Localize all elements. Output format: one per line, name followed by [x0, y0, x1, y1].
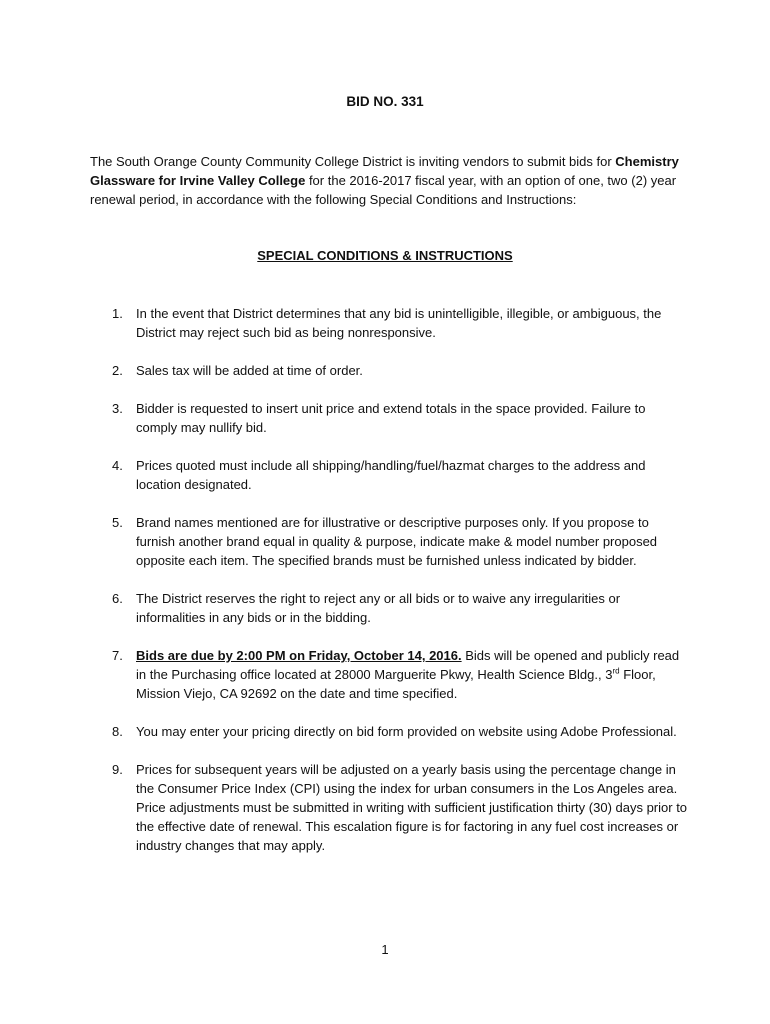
bid-due-date: Bids are due by 2:00 PM on Friday, October 14, 2016. [136, 648, 462, 663]
page-number: 1 [381, 942, 389, 957]
intro-text-end: for the 2016-2017 fiscal year, with an option of one, two (2) year renewal period, in accordance with the following Special Conditions and Instructions: [90, 173, 677, 207]
section-heading: SPECIAL CONDITIONS & INSTRUCTIONS [257, 248, 513, 263]
list-item-text: Brand names mentioned are for illustrative or descriptive purposes only. If you propose to furnish another brand equal in quality & purpose, indicate make & model number proposed opposite each item. The specified brands must be furnished unless indicated by bidder. [136, 515, 658, 568]
list-item [90, 513, 690, 570]
list-item-text: You may enter your pricing directly on bid form provided on website using Adobe Professional. [136, 724, 677, 739]
list-item-text: In the event that District determines that any bid is unintelligible, illegible, or ambiguous, the District may reject such bid as being nonresponsive. [136, 306, 662, 340]
list-item-number: 5. [112, 515, 123, 530]
conditions-list [90, 304, 690, 874]
intro-paragraph [90, 152, 680, 209]
list-item-text: Prices quoted must include all shipping/handling/fuel/hazmat charges to the address and location designated. [136, 458, 646, 492]
list-item-number: 8. [112, 724, 123, 739]
list-item-text: Bids will be opened and publicly read in the Purchasing office located at 28000 Marguerite Pkwy, Health Science Bldg., 3 [136, 648, 680, 682]
list-item [90, 456, 690, 494]
list-item-text: Sales tax will be added at time of order. [136, 363, 363, 378]
list-item [90, 760, 690, 855]
list-item [90, 589, 690, 627]
list-item [90, 304, 690, 342]
list-item-number: 9. [112, 762, 123, 777]
list-item-text: Bidder is requested to insert unit price and extend totals in the space provided. Failure to comply may nullify bid. [136, 401, 646, 435]
list-item-number: 6. [112, 591, 123, 606]
intro-bold-project: Chemistry Glassware for Irvine Valley College [90, 154, 679, 188]
list-item [90, 646, 690, 703]
intro-text-start: The South Orange County Community College District is inviting vendors to submit bids for [90, 154, 616, 169]
list-item-text: The District reserves the right to reject any or all bids or to waive any irregularities or informalities in any bids or in the bidding. [136, 591, 621, 625]
list-item-number: 1. [112, 306, 123, 321]
list-item [90, 361, 690, 380]
list-item-number: 3. [112, 401, 123, 416]
list-item-number: 2. [112, 363, 123, 378]
list-item [90, 399, 690, 437]
document-title: BID NO. 331 [346, 94, 424, 109]
list-item [90, 722, 690, 741]
list-item-text-continued: Floor, Mission Viejo, CA 92692 on the date and time specified. [136, 667, 656, 701]
ordinal-superscript: rd [612, 666, 620, 676]
list-item-text: Prices for subsequent years will be adjusted on a yearly basis using the percentage change in the Consumer Price Index (CPI) using the index for urban consumers in the Los Angeles area. Price adjustments must be submitted in writing with sufficient justification thirty (30) days prior to the effective date of renewal. This escalation figure is for factoring in any fuel cost increases or industry changes that may apply. [136, 762, 688, 853]
list-item-number: 4. [112, 458, 123, 473]
list-item-number: 7. [112, 648, 123, 663]
